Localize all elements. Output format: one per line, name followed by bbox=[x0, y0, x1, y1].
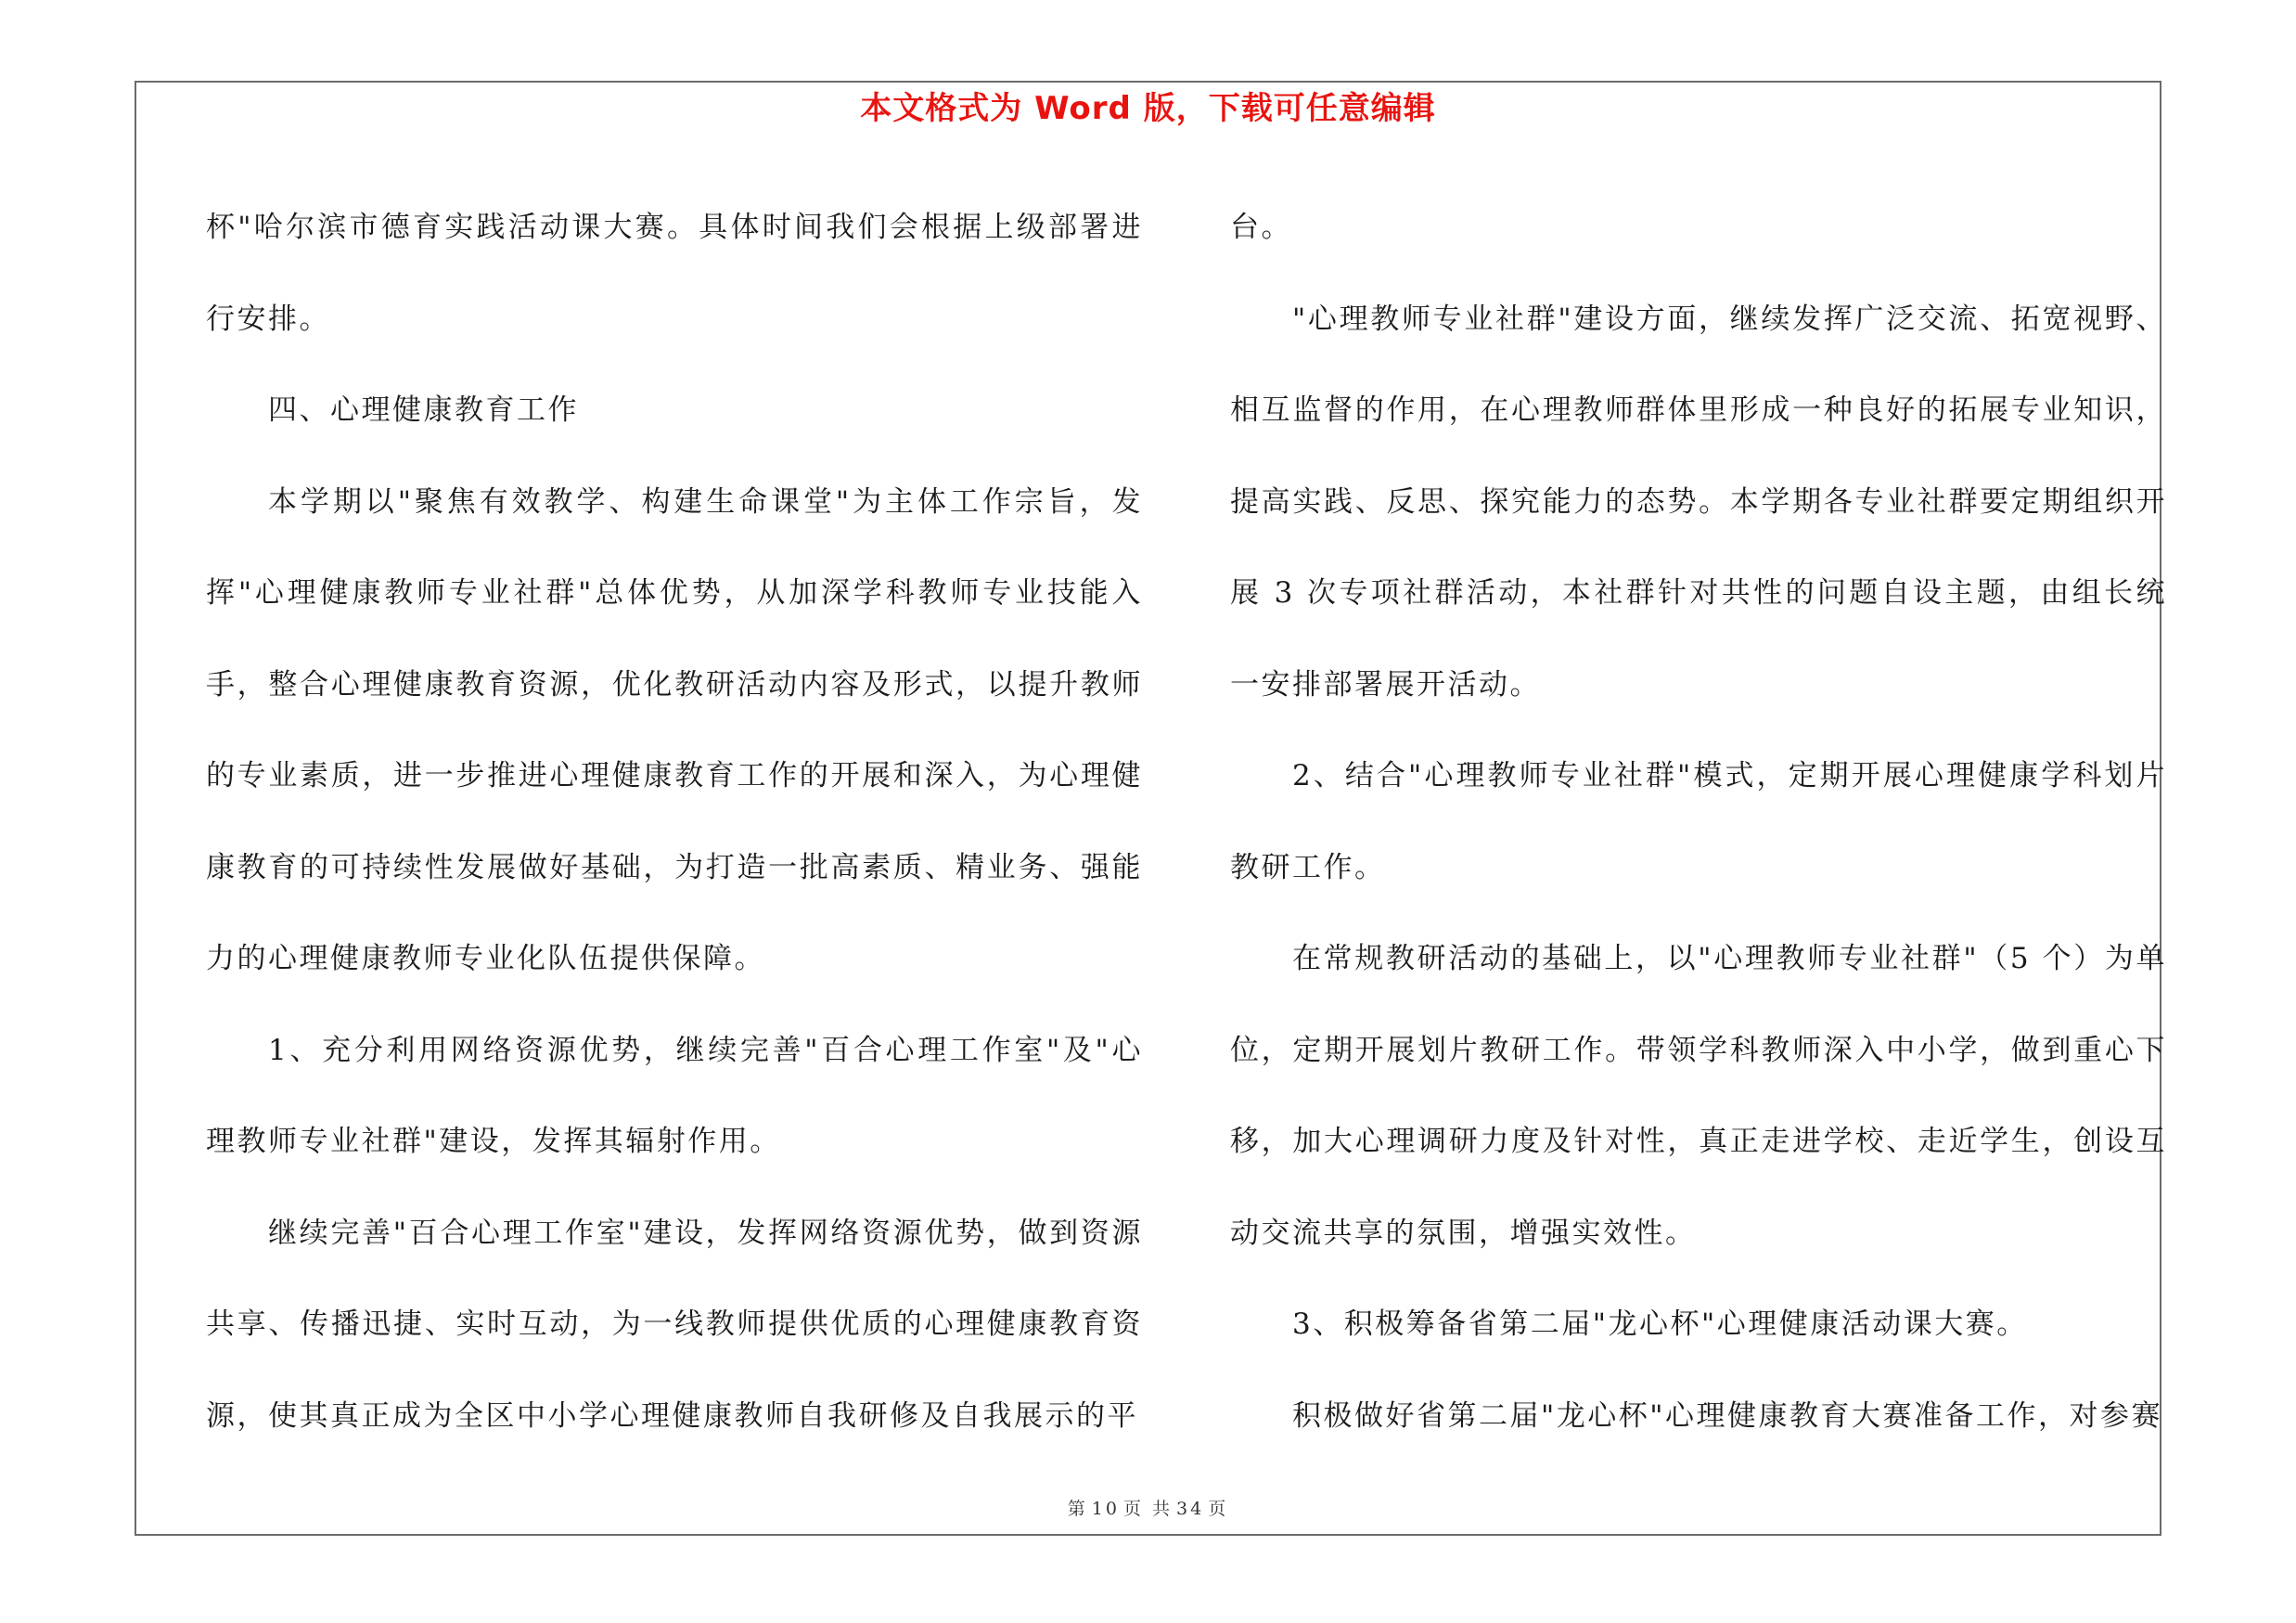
paragraph: 继续完善"百合心理工作室"建设，发挥网络资源优势，做到资源共享、传播迅捷、实时互动，为一线教师提供优质的心理健康教育资源，使其真正成为全区中小学心理健康教师自我研修及自我展示的平 bbox=[206, 1216, 1143, 1433]
paragraph: 本学期以"聚焦有效教学、构建生命课堂"为主体工作宗旨，发挥"心理健康教师专业社群"总体优势，从加深学科教师专业技能入手，整合心理健康教育资源，优化教研活动内容及形式，以提升教师的专业素质，进一步推进心理健康教育工作的开展和深入，为心理健康教育的可持续性发展做好基础，为打造一批高素质、精业务、强能力的心理健康教师专业化队伍提供保障。 bbox=[206, 484, 1143, 975]
paragraph: 台。 bbox=[1230, 211, 1292, 244]
paragraph: 积极做好省第二届"龙心杯"心理健康教育大赛准备工作，对参赛 bbox=[1292, 1398, 2163, 1433]
paragraph: 1、充分利用网络资源优势，继续完善"百合心理工作室"及"心理教师专业社群"建设，发挥其辐射作用。 bbox=[206, 1033, 1143, 1158]
section-heading: 四、心理健康教育工作 bbox=[268, 393, 579, 427]
right-text-column bbox=[1230, 182, 2167, 1462]
current-page-number: 10 bbox=[1091, 1499, 1120, 1519]
paragraph: 3、积极筹备省第二届"龙心杯"心理健康活动课大赛。 bbox=[1292, 1307, 2028, 1341]
paragraph: "心理教师专业社群"建设方面，继续发挥广泛交流、拓宽视野、相互监督的作用，在心理教师群体里形成一种良好的拓展专业知识，提高实践、反思、探究能力的态势。本学期各专业社群要定期组织开展 3 次专项社群活动，本社群针对共性的问题自设主题，由组长统一安排部署展开活动。 bbox=[1230, 302, 2167, 702]
paragraph: 在常规教研活动的基础上，以"心理教师专业社群"（5 个）为单位，定期开展划片教研工作。带领学科教师深入中小学，做到重心下移，加大心理调研力度及针对性，真正走进学校、走近学生，创设互动交流共享的氛围，增强实效性。 bbox=[1230, 942, 2167, 1250]
page-label-mid: 页 共 bbox=[1122, 1499, 1174, 1519]
page-label-suffix: 页 bbox=[1208, 1499, 1229, 1519]
format-banner: 本文格式为 Word 版，下载可任意编辑 bbox=[860, 90, 1436, 127]
page-number-footer bbox=[0, 1495, 2296, 1520]
total-page-count: 34 bbox=[1176, 1499, 1205, 1519]
page-label-prefix: 第 bbox=[1067, 1499, 1088, 1519]
paragraph: 杯"哈尔滨市德育实践活动课大赛。具体时间我们会根据上级部署进行安排。 bbox=[206, 211, 1143, 336]
left-text-column bbox=[206, 182, 1143, 1462]
paragraph: 2、结合"心理教师专业社群"模式，定期开展心理健康学科划片教研工作。 bbox=[1230, 759, 2167, 884]
